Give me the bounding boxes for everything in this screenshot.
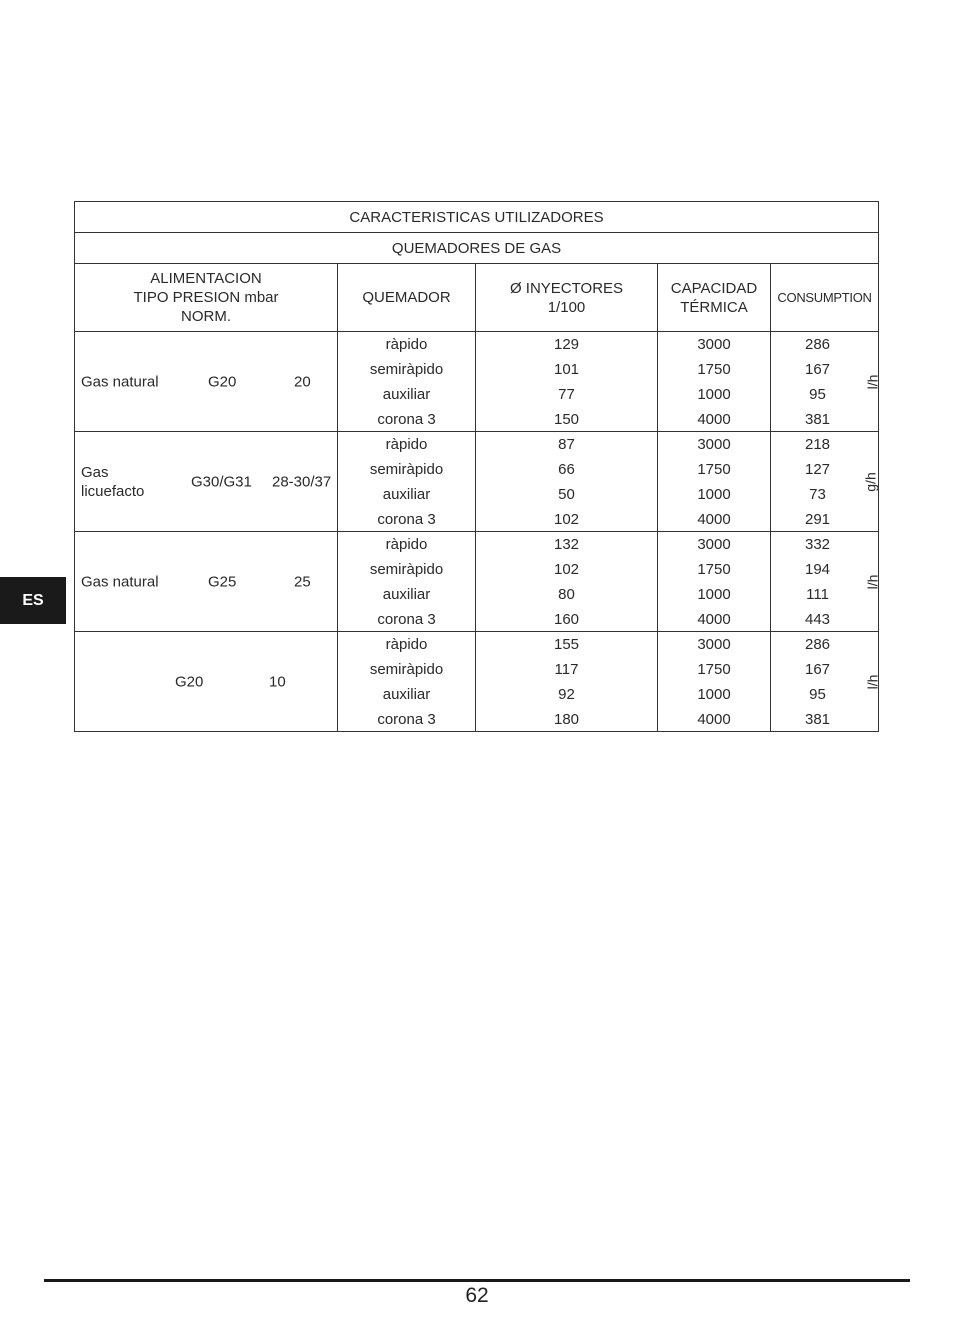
consumption-unit: l/h <box>864 574 881 589</box>
gas-pressure: 10 <box>269 673 286 690</box>
consumption-value: 194 <box>805 561 831 578</box>
injector-value: 150 <box>553 411 580 428</box>
consumption-cell <box>771 332 879 432</box>
consumption-value: 111 <box>806 586 829 603</box>
capacity-value: 4000 <box>697 711 731 728</box>
capacity-value: 1000 <box>697 386 731 403</box>
capacity-value: 1000 <box>697 686 731 703</box>
burner-name: corona 3 <box>377 611 436 628</box>
burner-name: auxiliar <box>382 486 431 503</box>
injector-cell <box>476 332 658 432</box>
consumption-value: 381 <box>805 411 831 428</box>
gas-pressure: 20 <box>294 373 311 390</box>
table-title: CARACTERISTICAS UTILIZADORES <box>75 202 879 233</box>
burner-name: semiràpido <box>369 461 444 478</box>
burner-name: corona 3 <box>377 511 436 528</box>
capacity-cell <box>658 632 771 732</box>
consumption-header: CONSUMPTION <box>771 264 879 332</box>
injector-value: 92 <box>558 686 575 703</box>
injector-cell <box>476 432 658 532</box>
consumption-value: 443 <box>805 611 831 628</box>
consumption-value: 167 <box>805 661 831 678</box>
injector-value: 160 <box>553 611 580 628</box>
supply-name-line1: Gas <box>81 463 109 481</box>
footer-rule <box>44 1279 910 1282</box>
table-row <box>75 632 879 732</box>
injectors-header <box>476 264 658 332</box>
consumption-value: 95 <box>809 386 826 403</box>
burner-name: ràpido <box>385 336 428 353</box>
supply-cell <box>75 432 338 532</box>
consumption-unit: l/h <box>864 674 881 689</box>
consumption-value: 167 <box>805 361 831 378</box>
capacity-value: 1000 <box>697 586 731 603</box>
capacity-value: 3000 <box>697 636 731 653</box>
burner-name: semiràpido <box>369 661 444 678</box>
capacity-header-line1: CAPACIDAD <box>670 279 758 297</box>
capacity-header <box>658 264 771 332</box>
gas-type: G20 <box>175 673 204 690</box>
supply-header-line2: TIPO PRESION mbar <box>133 289 279 306</box>
burner-name: semiràpido <box>369 361 444 378</box>
injector-value: 66 <box>558 461 575 478</box>
consumption-cell <box>771 432 879 532</box>
consumption-value: 291 <box>805 511 831 528</box>
language-tab: ES <box>0 577 66 624</box>
injector-value: 155 <box>553 636 580 653</box>
injector-value: 50 <box>558 486 575 503</box>
burner-name: corona 3 <box>377 411 436 428</box>
capacity-value: 1750 <box>697 461 731 478</box>
capacity-cell <box>658 432 771 532</box>
injector-value: 87 <box>558 436 575 453</box>
supply-header-line1: ALIMENTACION <box>150 270 262 287</box>
consumption-unit: l/h <box>864 374 881 389</box>
consumption-value: 95 <box>809 686 826 703</box>
capacity-value: 3000 <box>697 536 731 553</box>
injector-value: 101 <box>553 361 580 378</box>
capacity-value: 4000 <box>697 511 731 528</box>
consumption-value: 127 <box>805 461 831 478</box>
capacity-value: 1750 <box>697 661 731 678</box>
supply-cell <box>75 632 338 732</box>
burner-cell <box>338 332 476 432</box>
consumption-cell <box>771 532 879 632</box>
burner-name: corona 3 <box>377 711 436 728</box>
supply-name <box>81 463 144 501</box>
gas-type: G20 <box>208 373 237 390</box>
supply-cell <box>75 532 338 632</box>
burner-cell <box>338 432 476 532</box>
burner-name: ràpido <box>385 536 428 553</box>
injector-value: 129 <box>553 336 580 353</box>
capacity-value: 3000 <box>697 436 731 453</box>
consumption-cell <box>771 632 879 732</box>
gas-type: G30/G31 <box>191 473 252 490</box>
capacity-header-line2: TÉRMICA <box>680 298 748 316</box>
injector-value: 77 <box>558 386 575 403</box>
burner-name: auxiliar <box>382 586 431 603</box>
table-row <box>75 532 879 632</box>
injector-value: 180 <box>553 711 580 728</box>
page-number: 62 <box>465 1284 489 1307</box>
injector-cell <box>476 532 658 632</box>
capacity-value: 4000 <box>697 411 731 428</box>
consumption-value: 332 <box>805 536 831 553</box>
burner-name: ràpido <box>385 436 428 453</box>
injector-value: 80 <box>558 586 575 603</box>
consumption-value: 381 <box>805 711 831 728</box>
injectors-header-line1: Ø INYECTORES <box>509 279 624 297</box>
supply-header-line3: NORM. <box>181 308 231 325</box>
burner-cell <box>338 632 476 732</box>
supply-name: Gas natural <box>81 373 159 390</box>
gas-pressure: 28-30/37 <box>272 473 332 490</box>
consumption-unit: g/h <box>862 471 879 492</box>
table-row <box>75 432 879 532</box>
capacity-value: 1750 <box>697 361 731 378</box>
capacity-value: 3000 <box>697 336 731 353</box>
capacity-cell <box>658 332 771 432</box>
burner-name: semiràpido <box>369 561 444 578</box>
consumption-value: 73 <box>809 486 826 503</box>
consumption-value: 286 <box>805 636 831 653</box>
injector-value: 117 <box>554 661 579 678</box>
supply-name: Gas natural <box>81 573 159 590</box>
injectors-header-line2: 1/100 <box>547 298 586 316</box>
injector-value: 102 <box>553 511 580 528</box>
consumption-value: 286 <box>805 336 831 353</box>
supply-header <box>75 264 338 332</box>
injector-value: 102 <box>553 561 580 578</box>
capacity-value: 4000 <box>697 611 731 628</box>
capacity-value: 1750 <box>697 561 731 578</box>
supply-cell <box>75 332 338 432</box>
burner-name: auxiliar <box>382 686 431 703</box>
injector-value: 132 <box>553 536 580 553</box>
gas-pressure: 25 <box>294 573 311 590</box>
burner-name: auxiliar <box>382 386 431 403</box>
consumption-value: 218 <box>805 436 831 453</box>
burner-cell <box>338 532 476 632</box>
gas-type: G25 <box>208 573 237 590</box>
gas-burner-table <box>74 201 879 732</box>
capacity-cell <box>658 532 771 632</box>
table-subtitle: QUEMADORES DE GAS <box>75 233 879 264</box>
burner-name: ràpido <box>385 636 428 653</box>
injector-cell <box>476 632 658 732</box>
burner-header: QUEMADOR <box>338 264 476 332</box>
table-row <box>75 332 879 432</box>
capacity-value: 1000 <box>697 486 731 503</box>
supply-name-line2: licuefacto <box>81 482 145 500</box>
